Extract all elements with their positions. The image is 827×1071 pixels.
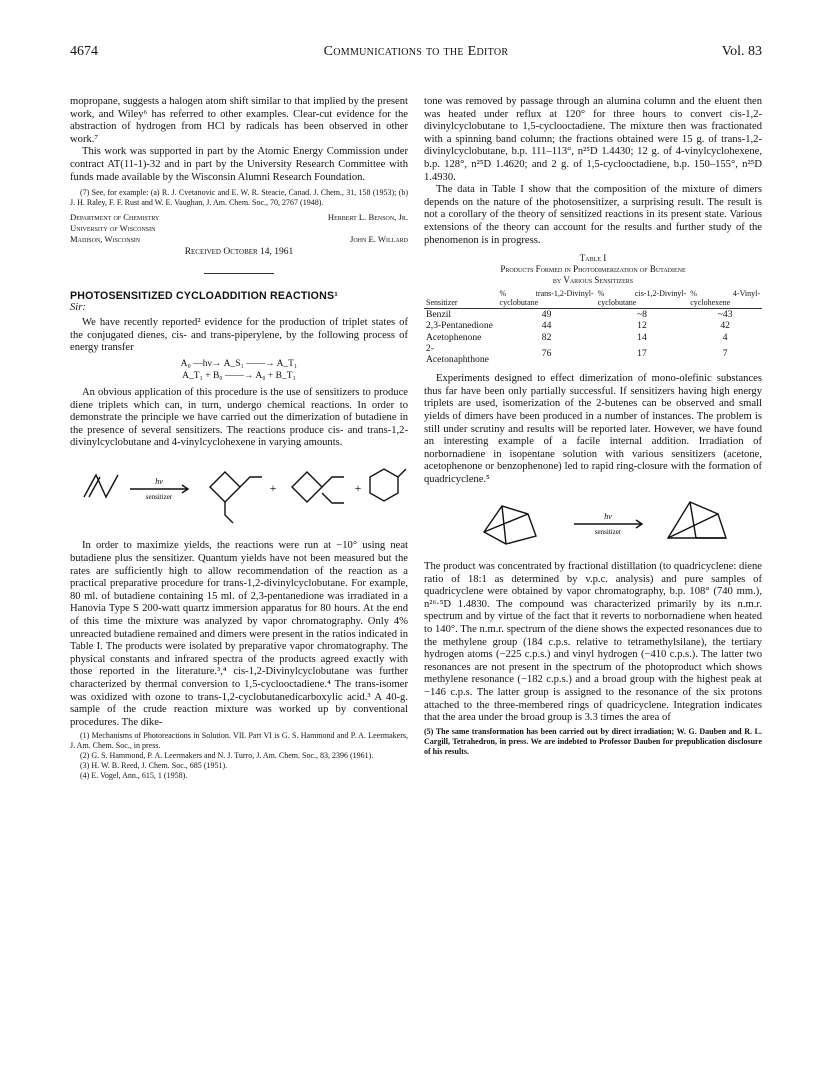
running-head: Communications to the Editor: [323, 44, 509, 59]
arrow-label-hv: hν: [155, 476, 163, 486]
article-title: PHOTOSENSITIZED CYCLOADDITION REACTIONS¹: [70, 289, 338, 302]
paragraph: mopropane, suggests a halogen atom shift similar to that implied by the present work, and Wiley⁶ has referred to other examples. Clear-cut evidence for the abstraction of hydrogen from HCl by radicals has been observed in other work.⁷: [70, 96, 408, 145]
arrow-label-sensitizer: sensitizer: [594, 528, 622, 537]
divinylcyclobutane-cis: [292, 472, 322, 502]
footnote: (7) See, for example: (a) R. J. Cvetanovic and E. W. R. Steacie, Canad. J. Chem., 31, 158 (1953); (b) J. H. Raley, F. F. Rust and W. E. Vaughan, J. Am. Chem. Soc., 70, 2767 (1948).: [70, 188, 408, 208]
quadricyclene-scheme: [424, 492, 762, 552]
paragraph: The product was concentrated by fractional distillation (to quadricyclene: diene ratio of 18:1 as determined by v.p.c. analysis) and pure samples of quadricyclene were obtained by vapor chromatography, b.p. 108° (740 mm.), n²⁶·⁵D 1.4830. The compound was characterized primarily by its n.m.r. spectrum and by virtue of the fact that it reverts to norbornadiene when heated to 140°. The n.m.r. spectrum of the diene shows the expected resonances due to the methylene group (184 c.p.s. relative to tetramethylsilane), the tertiary hydrogen atoms (−225 c.p.s.) and vinyl hydrogen (−410 c.p.s.). The latter two resonances are not present in the spectrum of the photoproduct which shows methylene resonance (−182 c.p.s.) and a broad group with the highest peak at −146 c.p.s. The latter group is assigned to the resonance of the six protons attached to the three-membered rings of quadricyclene. Integration indicates that the area under the broad group is 3.3 times the area of: [424, 561, 762, 724]
footnote: (1) Mechanisms of Photoreactions in Solution. VII. Part VI is G. S. Hammond and P. A. Leermakers, J. Am. Chem. Soc., in press.: [70, 731, 408, 751]
footnote: (5) The same transformation has been carried out by direct irradiation; W. G. Dauben and R. L. Cargill, Tetrahedron, in press. We are indebted to Professor Dauben for prepublication disclosure of his results.: [424, 726, 762, 756]
vinylcyclohexene: [370, 469, 398, 501]
plus-sign: +: [354, 480, 362, 495]
paragraph: Experiments designed to effect dimerization of mono-olefinic substances thus far have been only partially successful. If sensitizers having high energy triplets are used, isomerization of the 2-butenes can be observed and small yields of dimers have been produced in a number of instances. The problem is still under scrutiny and results will be reported later. However, we have found an interesting example of a facile internal addition. Irradiation of norbornadiene in isopentane solution with various sensitizers (acetone, acetophenone or benzophenone) led to rapid ring-closure with the formation of quadricyclene.⁵: [424, 373, 762, 485]
footnotes: [70, 731, 408, 781]
department: Department of Chemistry: [70, 212, 160, 223]
page-number: 4674: [70, 44, 98, 59]
city: Madison, Wisconsin: [70, 234, 141, 245]
quadricyclene-structure: [668, 502, 726, 538]
table-header: Sensitizer: [424, 288, 498, 309]
table-row: 2-Acetonaphthone 76 17 7: [426, 342, 728, 365]
paragraph: An obvious application of this procedure is the use of sensitizers to produce diene triplets which can, in turn, undergo chemical reactions. In order to demonstrate the principle we have carried out the dimerization of butadiene in the presence of several sensitizers. The reactions produce cis- and trans-1,2-divinylcyclobutane and 4-vinylcyclohexene in varying amounts.: [70, 386, 408, 449]
table-title: Products Formed in Photodimerization of Butadiene: [500, 264, 686, 275]
norbornadiene-structure: [484, 506, 536, 544]
page-header: [70, 44, 762, 64]
volume-label: Vol. 83: [721, 44, 762, 59]
divinylcyclobutane-trans: [210, 472, 240, 502]
left-column: [70, 96, 408, 781]
table-row: 2,3-Pentanedione 44 12 42: [426, 320, 730, 332]
table-caption: [424, 253, 762, 286]
butadiene-structure: [84, 475, 118, 497]
footnote: (4) E. Vogel, Ann., 615, 1 (1958).: [80, 771, 188, 781]
university: University of Wisconsin: [70, 223, 156, 234]
arrow-label-hv: hν: [604, 512, 612, 522]
paragraph: In order to maximize yields, the reactions were run at −10° using neat butadiene plus the sensitizer. Quantum yields have not been measured but the rates are sufficiently high to allow recommendation of the reaction as a practical preparative procedure for trans-1,2-divinylcyclobutane. For example, 80 ml. of butadiene containing 15 ml. of 2,3-pentanedione was irradiated in a Hanovia Type S 200-watt quartz immersion apparatus for 80 hours. At the end of this time the mixture was analyzed by vapor chromatography. Only 4% unreacted butadiene remained and dimers were present in the ratios indicated in Table I. The products were isolated by preparative vapor chromatography. The physical constants and infrared spectra of the products agreed exactly with those reported in the literature.³,⁴ cis-1,2-Divinylcyclobutane was further characterized by thermal conversion to 1,5-cyclooctadiene.⁴ The trans-isomer was oxidized with ozone to trans-1,2-cyclobutanedicarboxylic acid.³ A 40-g. sample of the crude reaction mixture was worked up by conventional procedures. The dike-: [70, 540, 408, 728]
table-header: % trans-1,2-Divinyl-cyclobutane: [499, 289, 594, 308]
paragraph: This work was supported in part by the Atomic Energy Commission under contract AT(11-1)-32 and in part by the University Research Committee with funds made available by the Wisconsin Alumni Research Foundation.: [70, 146, 408, 183]
paragraph: We have recently reported² evidence for the production of triplet states of the conjugated dienes, cis- and trans-piperylene, by the following process of energy transfer: [70, 316, 408, 354]
author-name: Herbert L. Benson, Jr.: [327, 212, 408, 223]
salutation: Sir:: [70, 302, 86, 314]
footnote: (3) H. W. B. Reed, J. Chem. Soc., 685 (1951).: [80, 761, 228, 771]
table-header: % 4-Vinyl-cyclohexene: [690, 289, 760, 308]
footnote: (2) G. S. Hammond, P. A. Leermakers and N. J. Turro, J. Am. Chem. Soc., 83, 2396 (1961).: [80, 751, 374, 761]
author-block: [70, 212, 408, 245]
dimerization-scheme: [70, 453, 408, 533]
table-1: [424, 288, 762, 365]
table-header: % cis-1,2-Divinyl-cyclobutane: [597, 289, 687, 308]
table-title: by Various Sensitizers: [552, 275, 634, 286]
scheme-line: A₀ —hν→ A_S₁ ——→ A_T₁: [180, 358, 298, 369]
table-row: Benzil 49 ~8 ~43: [426, 309, 733, 321]
paragraph: tone was removed by passage through an alumina column and the eluent then was heated under reflux at 120° for three hours to convert cis-1,2-divinylcyclobutane to 1,5-cyclooctadiene. The mixture then was fractionated with a spinning band column; the fractions obtained were 15 g. of trans-1,2-divinylcyclobutane, b.p. 111–113°, n²⁵D 1.4430; 12 g. of 4-vinylcyclohexene, b.p. 128°, n²⁵D 1.4620; and 2 g. of 1,5-cyclooctadiene, b.p. 150–155°, n²⁵D 1.4930.: [424, 96, 762, 183]
paragraph: The data in Table I show that the composition of the mixture of dimers depends on the nature of the photosensitizer, a surprising result. The result is not a corollary of the theory of sensitized reactions in its present state. Various extensions of the theory can account for the results and further study of the phenomenon is in progress.: [424, 184, 762, 246]
arrow-label-sensitizer: sensitizer: [145, 492, 173, 501]
right-column: [424, 96, 762, 765]
received-date: Received October 14, 1961: [184, 247, 294, 258]
table-label: Table I: [579, 253, 607, 264]
table-row: Acetophenone 82 14 4: [426, 331, 728, 343]
plus-sign: +: [269, 480, 277, 495]
divider: [204, 273, 274, 274]
scheme-line: A_T₁ + B₀ ——→ A₀ + B_T₁: [182, 371, 296, 382]
energy-transfer-scheme: [70, 358, 408, 383]
author-name: John E. Willard: [350, 234, 408, 245]
